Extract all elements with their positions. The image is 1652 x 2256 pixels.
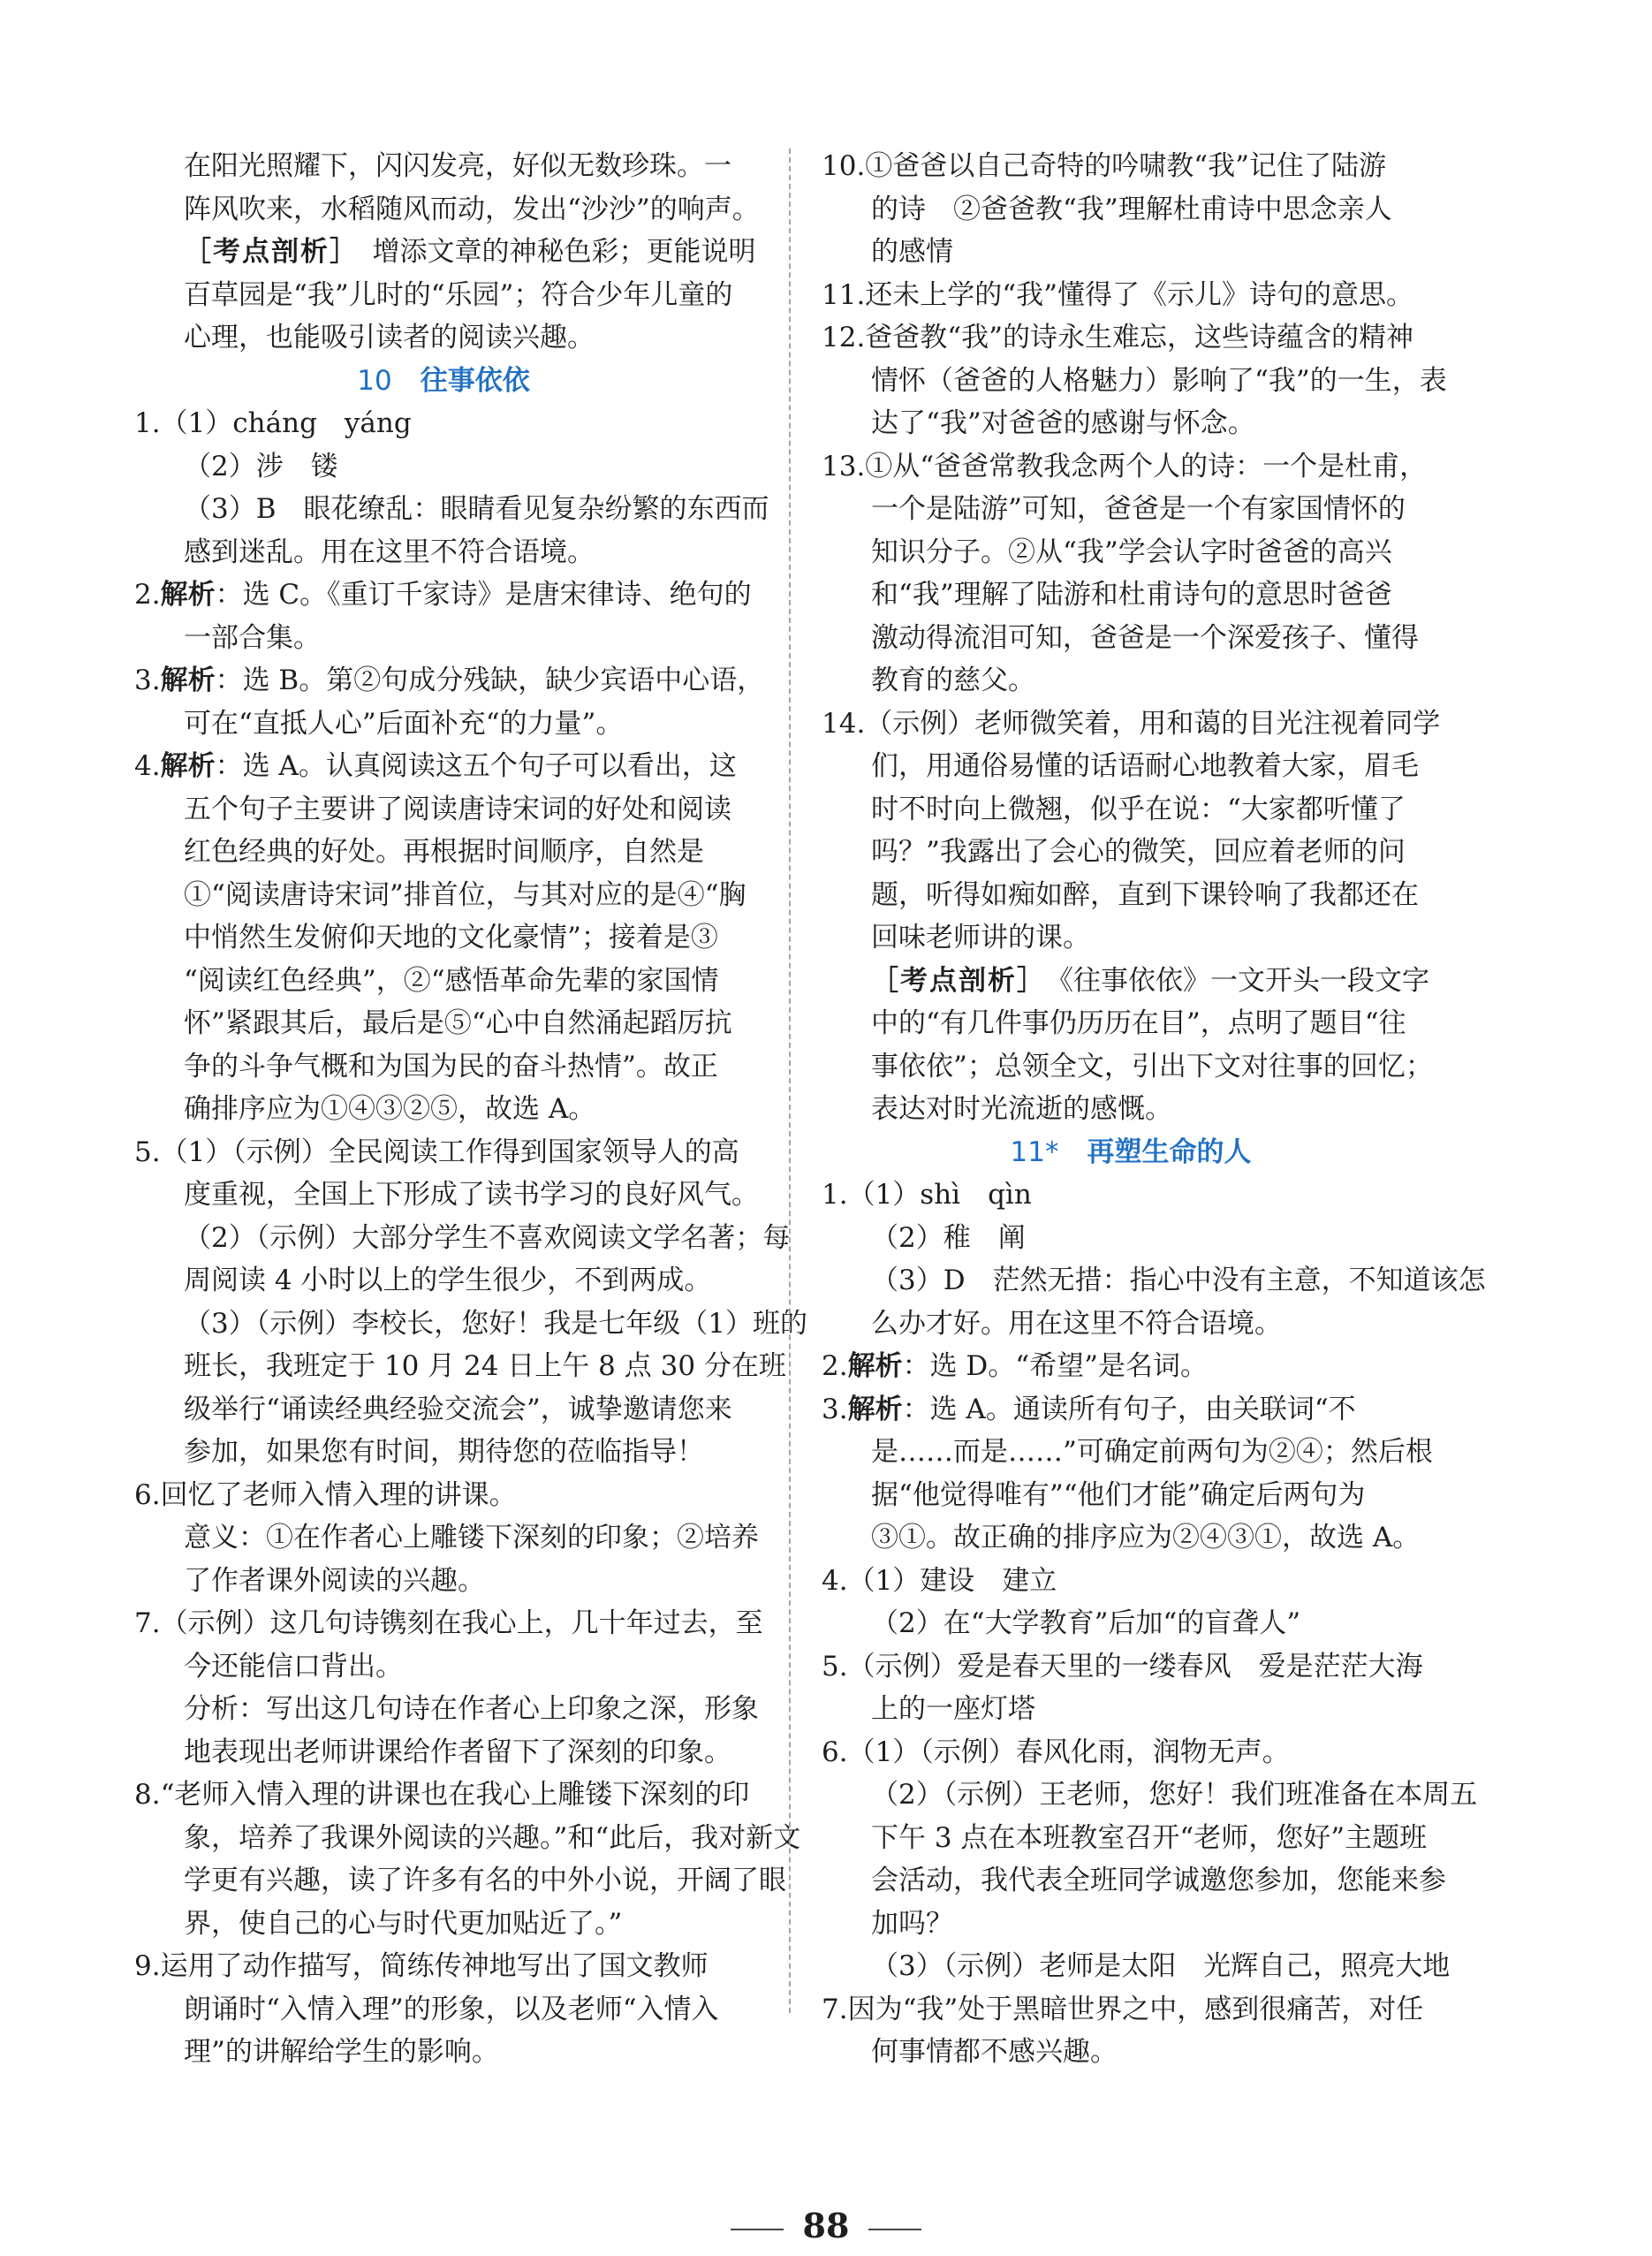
text-line: 朗诵时“入情入理”的形象，以及老师“入情入 (184, 1993, 719, 2025)
answer-q14 (822, 703, 1440, 960)
answer-r-q4 (822, 1560, 1440, 1645)
text-line: 界，使自己的心与时代更加贴近了。” (184, 1907, 623, 1940)
text-line: 6.（1）（示例）春风化雨，润物无声。 (822, 1736, 1290, 1768)
text-line: （2）稚 阐 (871, 1221, 1026, 1254)
text-line: 达了“我”对爸爸的感谢与怀念。 (871, 407, 1255, 439)
answer-q6 (134, 1474, 759, 1603)
text-line: 中悄然生发俯仰天地的文化豪情”；接着是③ (184, 922, 718, 953)
answer-r-q7 (822, 1988, 1440, 2074)
text-line: 上的一座灯塔 (871, 1693, 1035, 1725)
text-line: 一个是陆游”可知，爸爸是一个有家国情怀的 (871, 493, 1406, 525)
text-line: ①“阅读唐诗宋词”排首位，与其对应的是④“胸 (184, 878, 746, 911)
text-line: 知识分子。②从“我”学会认字时爸爸的高兴 (871, 536, 1392, 568)
answer-q1 (134, 402, 769, 573)
text-line: 激动得流泪可知，爸爸是一个深爱孩子、懂得 (871, 621, 1419, 654)
text-line: 教育的慈父。 (871, 665, 1035, 696)
text-line: 在阳光照耀下，闪闪发亮，好似无数珍珠。一 (184, 150, 731, 182)
kaodian-line: ［考点剖析］ 增添文章的神秘色彩；更能说明 (184, 236, 756, 268)
text-line: 五个句子主要讲了阅读唐诗宋词的好处和阅读 (184, 793, 731, 825)
text-line: 心理，也能吸引读者的阅读兴趣。 (184, 322, 595, 353)
text-line: 周阅读 4 小时以上的学生很少，不到两成。 (184, 1265, 712, 1296)
text-line: 5.（1）（示例）全民阅读工作得到国家领导人的高 (134, 1136, 739, 1168)
text-line: 了作者课外阅读的兴趣。 (184, 1564, 485, 1597)
text-line: 么办才好。用在这里不符合语境。 (871, 1307, 1282, 1340)
left-column (134, 145, 807, 2074)
text-line: 分析：写出这几句诗在作者心上印象之深，形象 (184, 1693, 759, 1725)
right-column (822, 145, 1486, 2074)
text-line: 下午 3 点在本班教室召开“老师，您好”主题班 (871, 1821, 1428, 1854)
answer-q4 (134, 745, 753, 1131)
jiexi-label: 解析 (160, 750, 216, 782)
text-line: 学更有兴趣，读了许多有名的中外小说，开阔了眼 (184, 1865, 786, 1896)
text-line: 确排序应为①④③②⑤，故选 A。 (184, 1093, 596, 1125)
jiexi-label: 解析 (160, 579, 216, 611)
page-footer (0, 2206, 1652, 2245)
jiexi-label: 解析 (847, 1350, 903, 1382)
kaodian-analysis-2 (822, 960, 1440, 1131)
text-line: （2）（示例）王老师，您好！我们班准备在本周五 (871, 1779, 1478, 1811)
text-line: 3.解析：选 A。通读所有句子，由关联词“不 (822, 1393, 1356, 1425)
answer-q13 (822, 445, 1440, 703)
answer-q11 (822, 274, 1440, 317)
text-line: 题，听得如痴如醉，直到下课铃响了我都还在 (871, 878, 1419, 911)
text-line: 感到迷乱。用在这里不符合语境。 (184, 536, 595, 568)
text-line: 何事情都不感兴趣。 (871, 2036, 1118, 2068)
text-line: （2）涉 镂 (184, 450, 338, 482)
kaodian-line: ［考点剖析］ 《往事依依》一文开头一段文字 (871, 964, 1429, 997)
text-line: 意义：①在作者心上雕镂下深刻的印象；②培养 (184, 1522, 759, 1553)
text-line: 回味老师讲的课。 (871, 922, 1090, 953)
jiexi-label: 解析 (160, 665, 216, 696)
text-line: 们，用通俗易懂的话语耐心地教着大家，眉毛 (871, 750, 1419, 782)
text-line: 参加，如果您有时间，期待您的莅临指导！ (184, 1436, 704, 1468)
text-line: （3）（示例）老师是太阳 光辉自己，照亮大地 (871, 1950, 1451, 1982)
answer-q5 (134, 1131, 807, 1474)
text-line: 吗？”我露出了会心的微笑，回应着老师的问 (871, 836, 1406, 868)
kaodian-tag: ［考点剖析］ (184, 236, 345, 268)
text-line: 表达对时光流逝的感慨。 (871, 1093, 1172, 1125)
footer-rule (731, 2229, 784, 2230)
text-line: 5.（示例）爱是春天里的一缕春风 爱是茫茫大海 (822, 1650, 1423, 1683)
text-line: 一部合集。 (184, 621, 321, 654)
text-line: 情怀（爸爸的人格魅力）影响了“我”的一生，表 (871, 364, 1447, 397)
text-line: 事依依”；总领全文，引出下文对往事的回忆； (871, 1050, 1433, 1082)
answer-q3 (134, 659, 765, 745)
text-line: 7.因为“我”处于黑暗世界之中，感到很痛苦，对任 (822, 1993, 1424, 2025)
text-line: 1.（1）cháng yáng (134, 407, 412, 439)
text-line: 2.解析：选 D。“希望”是名词。 (822, 1350, 1208, 1382)
text-line: （2）（示例）大部分学生不喜欢阅读文学名著；每 (184, 1221, 791, 1254)
answer-q2 (134, 573, 753, 659)
answer-q10 (822, 145, 1440, 274)
answer-r-q3 (822, 1388, 1440, 1560)
text-line: 怀”紧跟其后，最后是⑤“心中自然涌起蹈厉抗 (184, 1007, 732, 1039)
text-line: （3）（示例）李校长，您好！我是七年级（1）班的 (184, 1307, 807, 1340)
text-line: 今还能信口背出。 (184, 1650, 403, 1683)
text-line: 和“我”理解了陆游和杜甫诗句的意思时爸爸 (871, 579, 1392, 611)
section-heading-10: 10 往事依依 (357, 364, 530, 397)
text-line: 百草园是“我”儿时的“乐园”；符合少年儿童的 (184, 278, 733, 311)
text-line: 的诗 ②爸爸教“我”理解杜甫诗中思念亲人 (871, 193, 1392, 225)
answer-r-q6 (822, 1731, 1478, 1988)
answer-q7 (134, 1602, 763, 1774)
text-line: 级举行“诵读经典经验交流会”，诚挚邀请您来 (184, 1393, 732, 1425)
text-line: 是……而是……”可确定前两句为②④；然后根 (871, 1436, 1433, 1468)
answer-r-q5 (822, 1645, 1440, 1731)
text-line: 的感情 (871, 236, 953, 268)
text-line: 1.（1）shì qìn (822, 1179, 1032, 1211)
text-line: 理”的讲解给学生的影响。 (184, 2036, 499, 2068)
text-line: 7.（示例）这几句诗镌刻在我心上，几十年过去，至 (134, 1607, 763, 1639)
answer-q12 (822, 316, 1447, 445)
answer-q8 (134, 1774, 801, 1945)
text-line: 加吗？ (871, 1907, 953, 1940)
text-line: 11.还未上学的“我”懂得了《示儿》诗句的意思。 (822, 278, 1413, 311)
footer-rule (868, 2229, 921, 2230)
text-line: 班长，我班定于 10 月 24 日上午 8 点 30 分在班 (184, 1350, 786, 1382)
text-line: “阅读红色经典”，②“感悟革命先辈的家国情 (184, 964, 719, 997)
text-line: 据“他觉得唯有”“他们才能”确定后两句为 (871, 1478, 1366, 1511)
text-line: （3）D 茫然无措：指心中没有主意，不知道该怎 (871, 1265, 1486, 1296)
kaodian-tag: ［考点剖析］ (871, 964, 1033, 997)
text-line: 9.运用了动作描写，简练传神地写出了国文教师 (134, 1950, 709, 1982)
answer-q9 (134, 1945, 753, 2074)
answer-r-q2 (822, 1345, 1440, 1388)
text-line: 3.解析：选 B。第②句成分残缺，缺少宾语中心语， (134, 665, 765, 696)
jiexi-label: 解析 (847, 1393, 903, 1425)
column-divider (789, 148, 791, 2013)
text-line: 2.解析：选 C。《重订千家诗》是唐宋律诗、绝句的 (134, 579, 752, 611)
text-line: 14.（示例）老师微笑着，用和蔼的目光注视着同学 (822, 707, 1441, 740)
text-line: ③①。故正确的排序应为②④③①，故选 A。 (871, 1522, 1421, 1553)
text-line: 时不时向上微翘，似乎在说：“大家都听懂了 (871, 793, 1406, 825)
text-line: 8.“老师入情入理的讲课也在我心上雕镂下深刻的印 (134, 1779, 750, 1811)
text-line: 红色经典的好处。再根据时间顺序，自然是 (184, 836, 704, 868)
text-line: 度重视，全国上下形成了读书学习的良好风气。 (184, 1179, 759, 1211)
text-line: 可在“直抵人心”后面补充“的力量”。 (184, 707, 624, 740)
text-line: 12.爸爸教“我”的诗永生难忘，这些诗蕴含的精神 (822, 322, 1413, 353)
text-line: 象，培养了我课外阅读的兴趣。”和“此后，我对新文 (184, 1821, 801, 1854)
text-line: 地表现出老师讲课给作者留下了深刻的印象。 (184, 1736, 731, 1768)
page-number: 88 (802, 2206, 850, 2245)
answer-r-q1 (822, 1174, 1486, 1345)
text-line: （3）B 眼花缭乱：眼睛看见复杂纷繁的东西而 (184, 493, 769, 525)
text-line: 6.回忆了老师入情入理的讲课。 (134, 1478, 517, 1511)
text-line: 13.①从“爸爸常教我念两个人的诗：一个是杜甫， (822, 450, 1428, 482)
text-line: 会活动，我代表全班同学诚邀您参加，您能来参 (871, 1865, 1446, 1896)
section-heading-11: 11* 再塑生命的人 (1010, 1136, 1252, 1168)
text-line: 4.解析：选 A。认真阅读这五个句子可以看出，这 (134, 750, 737, 782)
text-line: 中的“有几件事仍历历在目”，点明了题目“往 (871, 1007, 1406, 1039)
text-line: 4.（1）建设 建立 (822, 1564, 1057, 1597)
text-line: （2）在“大学教育”后加“的盲聋人” (871, 1607, 1301, 1639)
text-line: 10.①爸爸以自己奇特的吟啸教“我”记住了陆游 (822, 150, 1386, 182)
text-line: 争的斗争气概和为国为民的奋斗热情”。故正 (184, 1050, 718, 1082)
text-line: 阵风吹来，水稻随风而动，发出“沙沙”的响声。 (184, 193, 760, 225)
